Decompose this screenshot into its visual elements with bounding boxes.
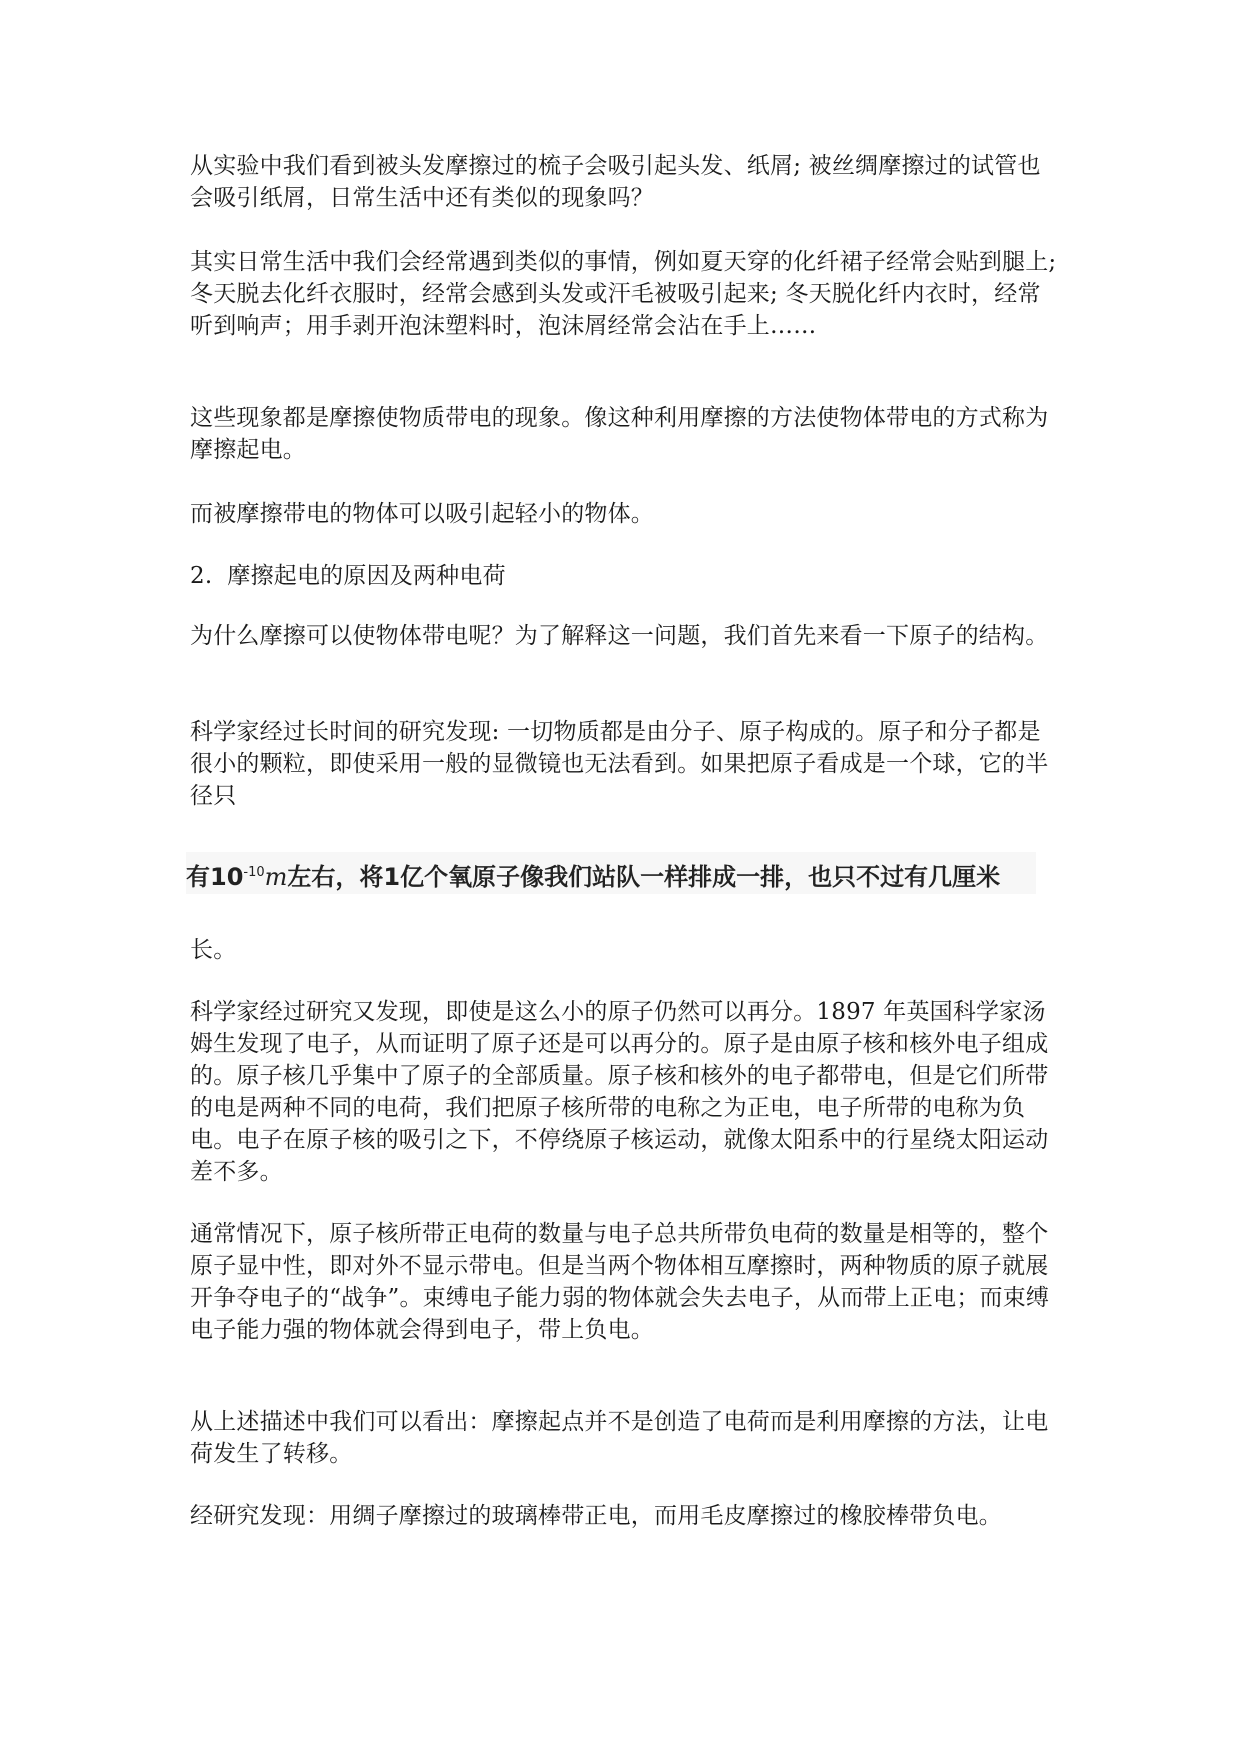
- paragraph-glass-rubber-rods: 经研究发现：用绸子摩擦过的玻璃棒带正电，而用毛皮摩擦过的橡胶棒带负电。: [190, 1503, 1002, 1529]
- paragraph-friction-charging-definition: 这些现象都是摩擦使物质带电的现象。像这种利用摩擦的方法使物体带电的方式称为摩擦起电。: [190, 405, 1049, 463]
- paragraph-why-friction: 为什么摩擦可以使物体带电呢？为了解释这一问题，我们首先来看一下原子的结构。: [190, 623, 1049, 649]
- paragraph-comb-attraction: 从实验中我们看到被头发摩擦过的梳子会吸引起头发、纸屑; 被丝绸摩擦过的试管也会吸引纸屑，日常生活中还有类似的现象吗？: [190, 153, 1041, 211]
- figure-line-prefix: 有10: [186, 863, 244, 891]
- paragraph-attract-light-objects: 而被摩擦带电的物体可以吸引起轻小的物体。: [190, 501, 654, 527]
- paragraph-conclusion: 从上述描述中我们可以看出：摩擦起点并不是创造了电荷而是利用摩擦的方法，让电荷发生了转移。: [190, 1409, 1049, 1467]
- paragraph-electron-discovery: 科学家经过研究又发现，即使是这么小的原子仍然可以再分。1897 年英国科学家汤姆生发现了电子，从而证明了原子还是可以再分的。原子是由原子核和核外电子组成的。原子核几乎集中了原子的全部质量。原子核和核外的电子都带电，但是它们所带的电是两种不同的电荷，我们把原子核所带的电称之为正电，电子所带的电称为负电。电子在原子核的吸引之下，不停绕原子核运动，就像太阳系中的行星绕太阳运动差不多。: [190, 999, 1049, 1185]
- paragraph-daily-phenomena: 其实日常生活中我们会经常遇到类似的事情，例如夏天穿的化纤裙子经常会贴到腿上; 冬天脱去化纤衣服时，经常会感到头发或汗毛被吸引起来; 冬天脱化纤内衣时，经常听到响声；用手剥开泡沫塑料时，泡沫屑经常会沾在手上……: [190, 249, 1064, 339]
- paragraph-atom-structure: 科学家经过长时间的研究发现: 一切物质都是由分子、原子构成的。原子和分子都是很小的颗粒，即使采用一般的显微镜也无法看到。如果把原子看成是一个球，它的半径只: [190, 719, 1049, 809]
- section-heading-friction-causes: 2. 摩擦起电的原因及两种电荷: [190, 563, 506, 589]
- figure-line-unit: m: [264, 863, 288, 891]
- paragraph-charge-transfer: 通常情况下，原子核所带正电荷的数量与电子总共所带负电荷的数量是相等的，整个原子显中性，即对外不显示带电。但是当两个物体相互摩擦时，两种物质的原子就展开争夺电子的“战争”。束缚电子能力弱的物体就会失去电子，从而带上正电；而束缚电子能力强的物体就会得到电子，带上负电。: [190, 1221, 1050, 1343]
- figure-line-suffix: 左右，将1亿个氧原子像我们站队一样排成一排，也只不过有几厘米: [287, 863, 1001, 891]
- figure-line-exponent: -10: [243, 865, 265, 880]
- atom-radius-image-line: [186, 852, 1036, 894]
- paragraph-length-end: 长。: [190, 937, 237, 963]
